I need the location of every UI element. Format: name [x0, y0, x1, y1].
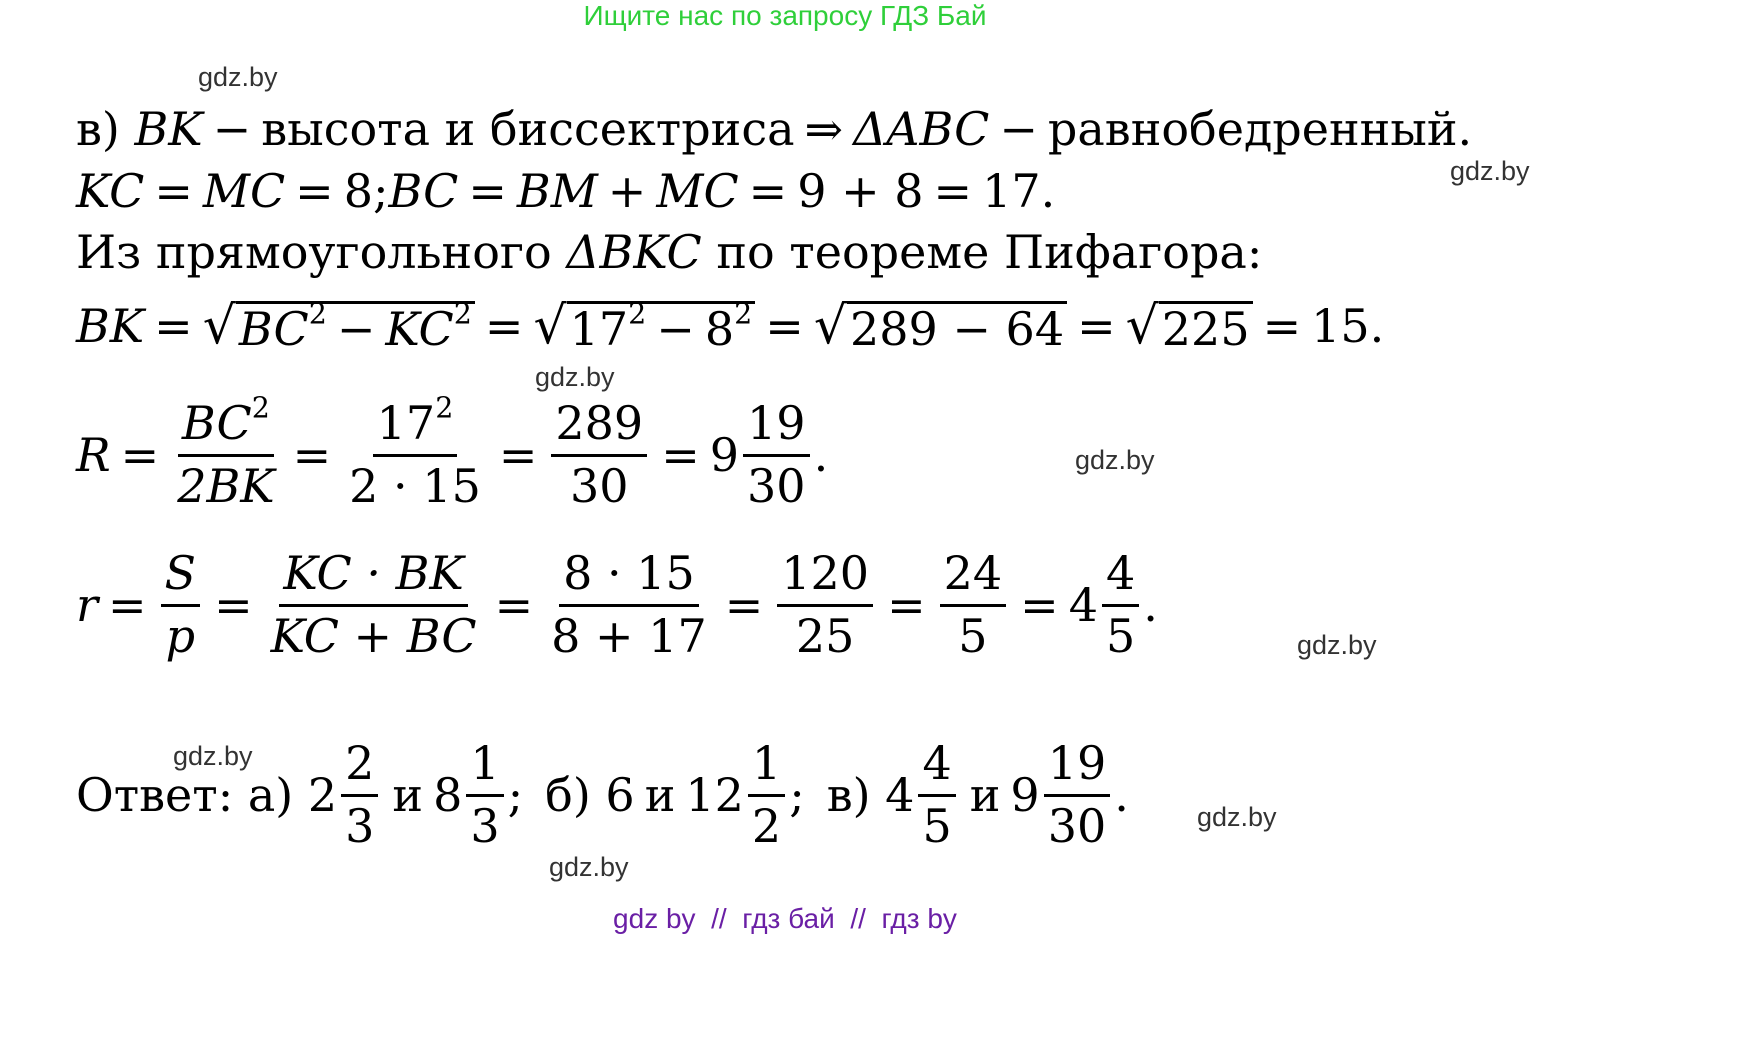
numerator: 8 · 15 [559, 548, 699, 607]
equals-sign: = [120, 428, 160, 483]
segment-bk: BK [134, 102, 203, 156]
part-label: в) [76, 102, 120, 156]
numerator: KC · BK [279, 548, 467, 607]
answer-label: Ответ: а) [76, 768, 294, 823]
radicand [567, 297, 756, 356]
radicand: 225 [1159, 301, 1253, 352]
denominator: 30 [1047, 798, 1107, 853]
watermark: gdz.by [549, 852, 629, 882]
equals-sign: = [292, 428, 332, 483]
dash: − [999, 102, 1038, 156]
denominator: 2 [751, 798, 782, 853]
watermark: gdz.by [1197, 802, 1277, 832]
numerator: 19 [743, 398, 810, 457]
numerator: 1 [466, 738, 503, 797]
equals-sign: = [468, 164, 507, 218]
conjunction: и [644, 768, 676, 823]
whole-part: 9 [709, 428, 740, 483]
sqrt-icon: √ [533, 296, 567, 356]
exponent: 2 [308, 297, 327, 331]
implies-sign: ⇒ [804, 102, 844, 156]
watermark: gdz.by [535, 362, 615, 392]
fraction [551, 398, 647, 512]
watermark: gdz.by [198, 62, 278, 92]
whole-part: 9 [1010, 768, 1040, 823]
sum-expression: 9 + 8 [797, 164, 924, 218]
denominator: 5 [922, 798, 952, 853]
period: . [1114, 768, 1129, 823]
sqrt-icon: √ [1125, 296, 1159, 356]
segment-bc: BC [238, 301, 309, 356]
whole-part: 2 [307, 768, 338, 823]
exponent: 2 [453, 297, 472, 331]
fraction [466, 738, 503, 852]
dash: − [212, 102, 252, 156]
segment-mc: MC [656, 164, 739, 218]
fraction [743, 398, 810, 512]
whole-part: 8 [433, 768, 463, 823]
fraction [1044, 738, 1111, 852]
footer-link[interactable]: гдз бай [742, 903, 835, 934]
watermark: gdz.by [1075, 445, 1155, 475]
fraction [940, 548, 1007, 662]
numerator: S [161, 548, 201, 607]
separator: // [850, 903, 866, 934]
triangle-abc: ΔABC [853, 102, 990, 156]
exponent: 2 [628, 297, 647, 331]
solution-line-2 [76, 164, 1056, 218]
solution-line-1 [76, 102, 1473, 156]
radicand [236, 297, 475, 356]
fraction [1102, 548, 1139, 662]
value: 8; [343, 164, 389, 218]
period: . [813, 428, 829, 483]
numerator: 289 [551, 398, 647, 457]
fraction [341, 738, 378, 852]
separator: // [711, 903, 727, 934]
whole-part: 12 [685, 768, 744, 823]
numerator: 24 [940, 548, 1007, 607]
equals-sign: = [214, 578, 253, 633]
whole-part: 4 [885, 768, 915, 823]
equals-sign: = [661, 428, 700, 483]
result-value: 17. [982, 164, 1056, 218]
footer-link[interactable]: гдз by [881, 903, 957, 934]
numerator: 1 [748, 738, 785, 797]
inradius-formula [76, 548, 1158, 662]
denominator: 2 · 15 [349, 458, 481, 513]
denominator: 3 [470, 798, 500, 853]
answer-line [76, 738, 1129, 852]
equals-sign: = [1077, 299, 1116, 353]
segment-kc: KC [385, 301, 454, 356]
numerator: 19 [1044, 738, 1111, 797]
solution-line-3 [76, 225, 1263, 279]
watermark: gdz.by [1450, 156, 1530, 186]
period: . [1143, 578, 1158, 633]
segment-bc: BC [388, 164, 459, 218]
exponent: 2 [734, 297, 753, 331]
equals-sign: = [498, 428, 538, 483]
radicand: 289 − 64 [847, 301, 1067, 352]
equals-sign: = [494, 578, 534, 633]
plus-sign: + [607, 164, 647, 218]
exponent: 2 [435, 391, 454, 425]
equals-sign: = [724, 578, 764, 633]
denominator: 25 [795, 608, 855, 663]
search-banner: Ищите нас по запросу ГДЗ Бай [583, 0, 987, 31]
text: по теореме Пифагора: [716, 225, 1263, 279]
solution-line-4 [76, 296, 1385, 356]
fraction [173, 391, 278, 513]
segment-bm: BM [516, 164, 598, 218]
equals-sign: = [295, 164, 334, 218]
fraction [345, 391, 485, 513]
numerator: 4 [1102, 548, 1139, 607]
denominator: 30 [747, 458, 806, 513]
fraction [267, 548, 481, 662]
equals-sign: = [1262, 299, 1302, 353]
conjunction: и [969, 768, 1001, 823]
separator: ; [789, 768, 805, 823]
separator: ; [507, 768, 524, 823]
equals-sign: = [933, 164, 973, 218]
denominator: 3 [345, 798, 375, 853]
sqrt-icon: √ [813, 296, 847, 356]
conjunction: и [392, 768, 424, 823]
numerator: 120 [777, 548, 873, 607]
minus-sign: − [656, 301, 695, 356]
value: 17 [569, 301, 629, 356]
circumradius-formula [76, 391, 829, 513]
footer-link[interactable]: gdz by [613, 903, 696, 934]
fraction [748, 738, 785, 852]
denominator: 8 + 17 [551, 608, 707, 663]
exponent: 2 [251, 391, 270, 425]
denominator: p [165, 608, 196, 663]
equals-sign: = [765, 299, 804, 353]
segment-mc: MC [202, 164, 286, 218]
equals-sign: = [108, 578, 147, 633]
numerator: 2 [341, 738, 378, 797]
fraction [161, 548, 201, 662]
denominator: 5 [958, 608, 988, 663]
part-label: б) [545, 768, 591, 823]
equals-sign: = [484, 299, 524, 353]
value: 8 [704, 301, 735, 356]
conclusion-text: равнобедренный. [1047, 102, 1473, 156]
sqrt-icon: √ [202, 296, 236, 356]
whole-part: 4 [1068, 578, 1098, 633]
fraction [918, 738, 955, 852]
denominator: KC + BC [270, 608, 477, 663]
footer-links [0, 903, 1570, 935]
numerator: 17 [376, 396, 436, 450]
triangle-bkc: ΔBKC [566, 225, 702, 279]
text: Из прямоугольного [76, 225, 552, 279]
equals-sign: = [154, 299, 193, 353]
denominator: 30 [570, 458, 629, 513]
part-label: в) [826, 768, 871, 823]
watermark: gdz.by [1297, 630, 1377, 660]
equals-sign: = [1020, 578, 1059, 633]
statement-text: высота и биссектриса [261, 102, 795, 156]
value: 6 [605, 768, 635, 823]
equals-sign: = [154, 164, 193, 218]
fraction [547, 548, 711, 662]
result-value: 15. [1311, 299, 1385, 353]
equals-sign: = [748, 164, 788, 218]
segment-bk: BK [76, 299, 145, 353]
numerator: 4 [918, 738, 955, 797]
equals-sign: = [887, 578, 926, 633]
radius-symbol: r [76, 578, 98, 633]
radius-symbol: R [76, 428, 111, 483]
segment-kc: KC [76, 164, 145, 218]
fraction [777, 548, 873, 662]
watermark: gdz.by [173, 741, 253, 771]
minus-sign: − [336, 301, 376, 356]
numerator: BC [181, 396, 252, 450]
denominator: 2BK [177, 458, 275, 513]
denominator: 5 [1106, 608, 1136, 663]
